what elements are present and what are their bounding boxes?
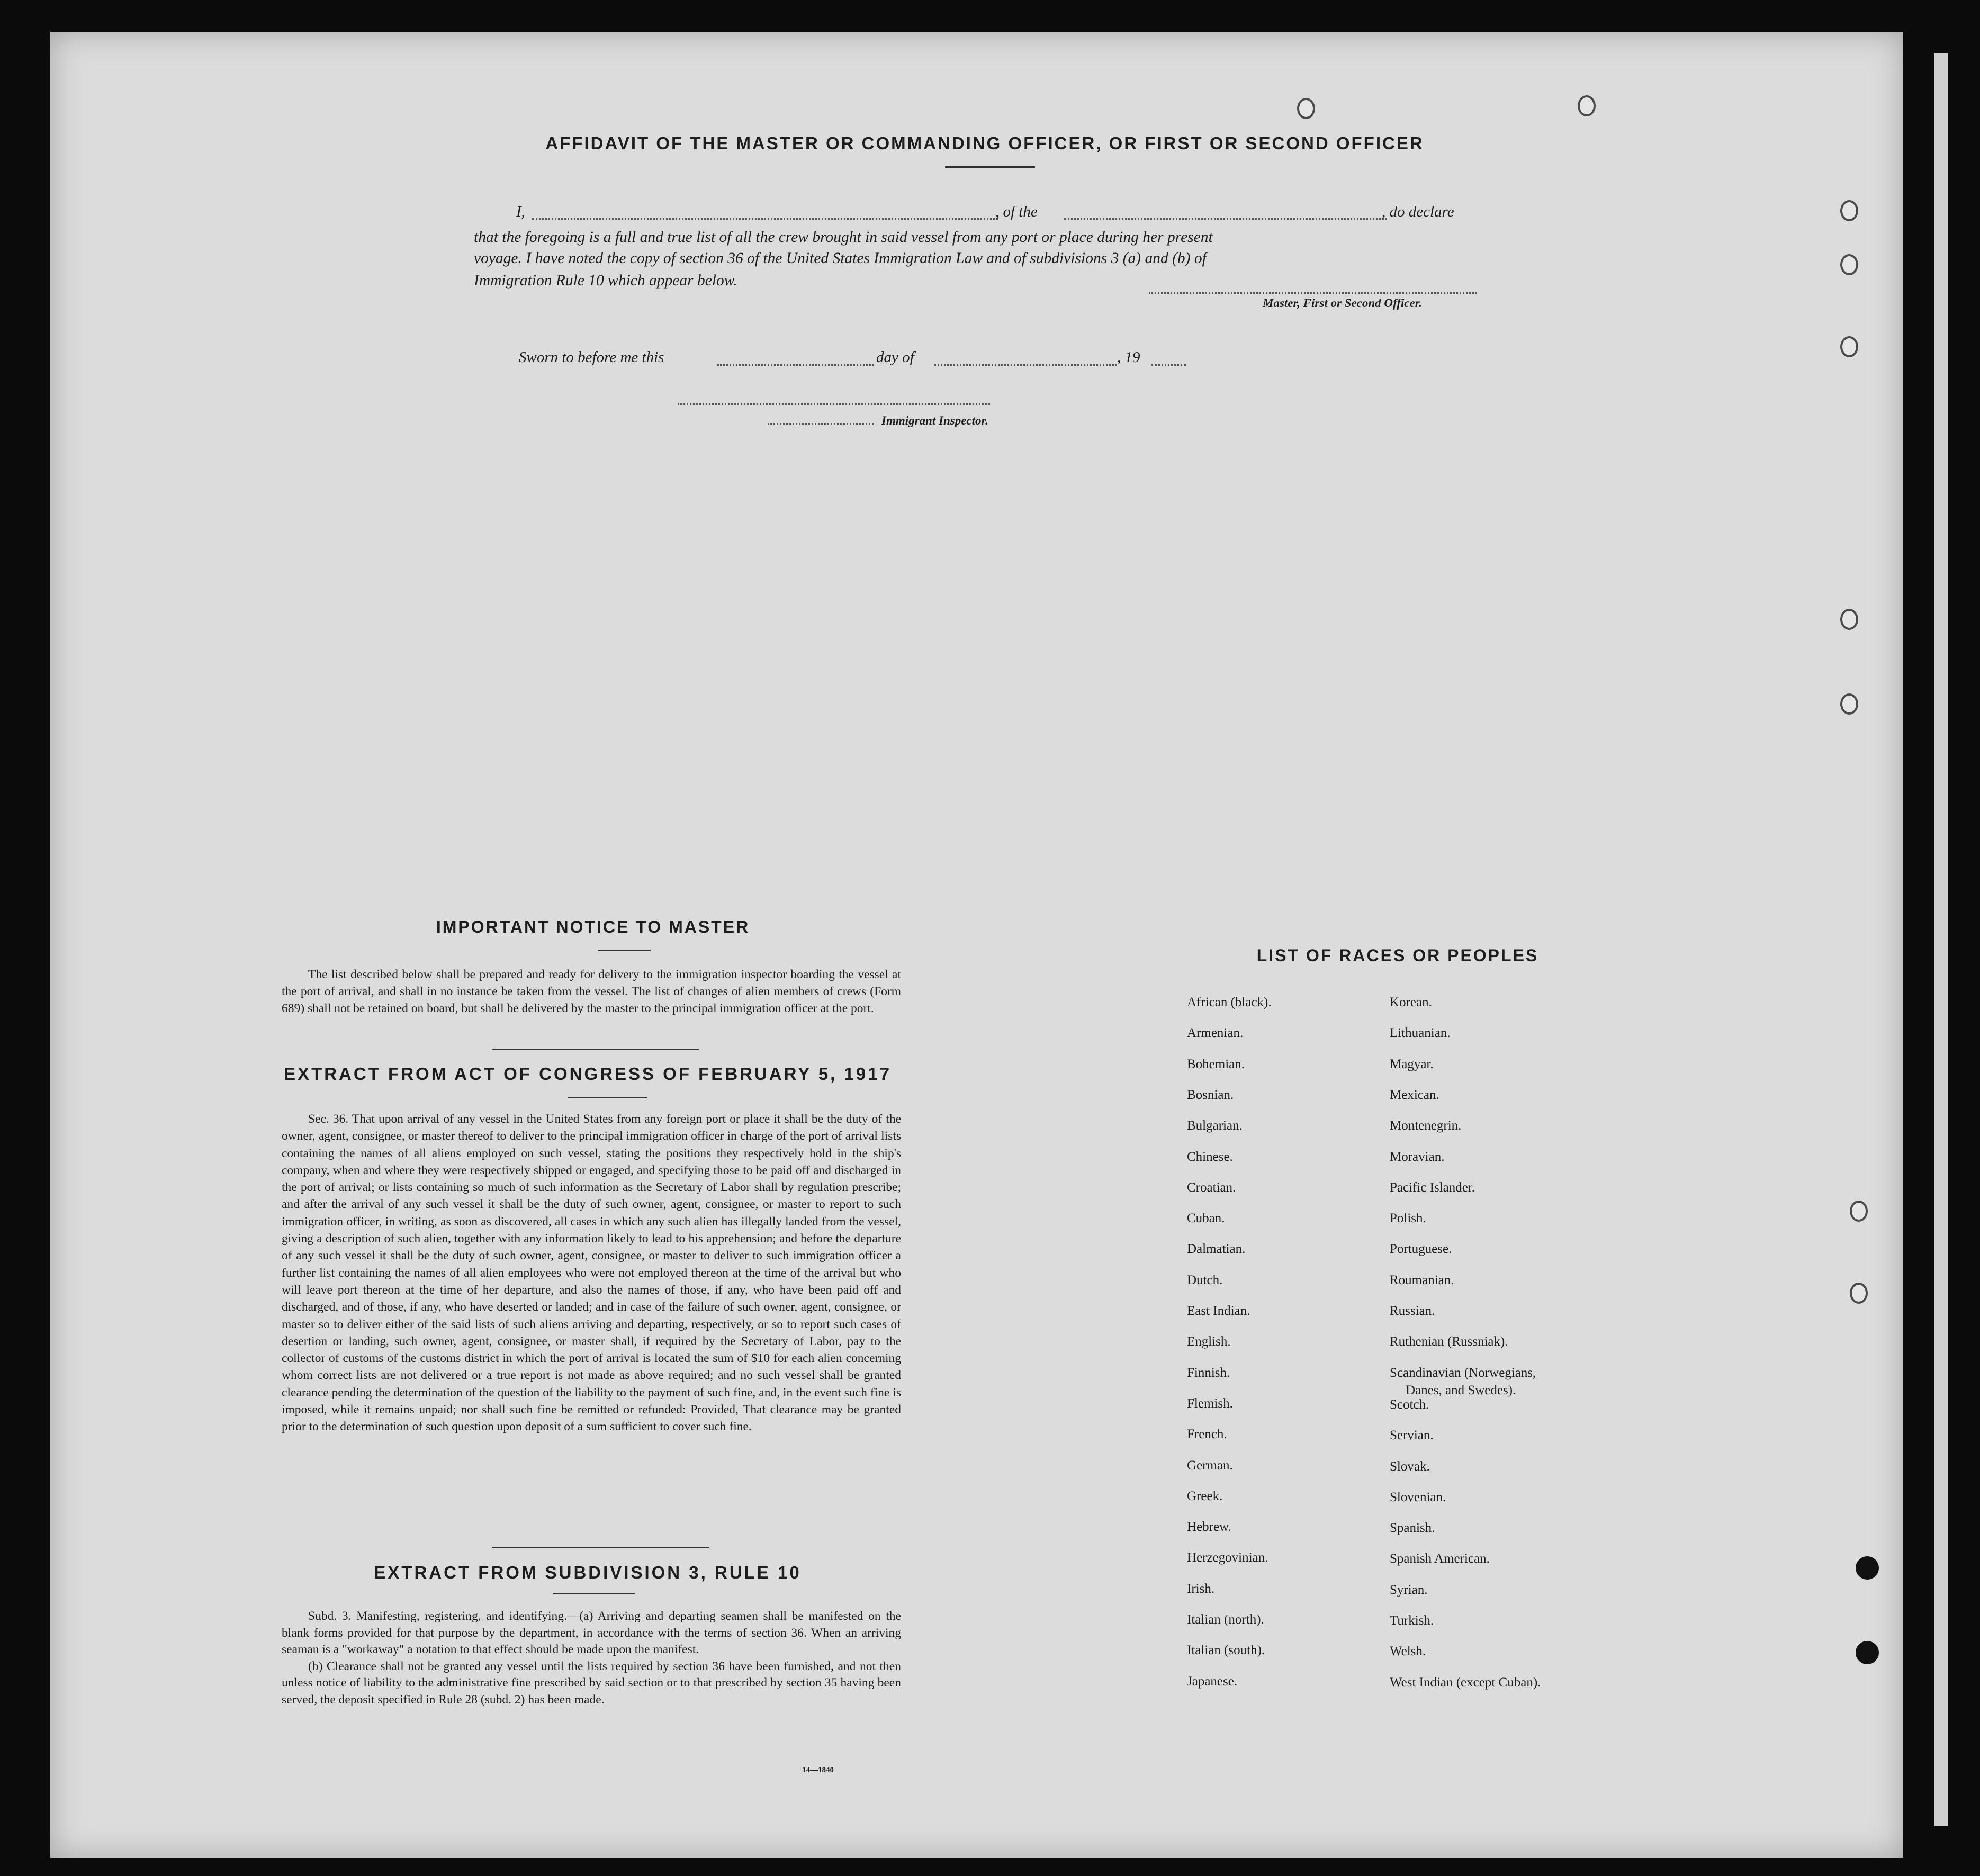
- race-item: German.: [1187, 1458, 1233, 1473]
- race-item: Bulgarian.: [1187, 1119, 1243, 1133]
- rule-title-rule: [553, 1593, 635, 1594]
- rule-title: EXTRACT FROM SUBDIVISION 3, RULE 10: [374, 1563, 802, 1582]
- race-item: Slovenian.: [1390, 1490, 1446, 1504]
- sworn-year-blank: [1151, 364, 1186, 366]
- sworn-day-blank: [717, 364, 874, 366]
- race-item: Pacific Islander.: [1390, 1180, 1475, 1195]
- act-paragraph: Sec. 36. That upon arrival of any vessel in the United States from any foreign port or place it shall be the duty of the owner, agent, consignee, or master thereof to deliver to the principal immigration officer in charge of the port of arrival lists containing the names of all aliens employed on such vessel, stating the positions they respectively hold in the ship's company, when and where they were respectively shipped or engaged, and specifying those to be paid off and discharged in the port of arrival; or lists containing so much of such information as the Secretary of Labor shall by regulation prescribe; and after the arrival of any such vessel it shall be the duty of such owner, agent, consignee, or master to report to such immigration officer, in writing, as soon as discovered, all cases in which any such alien has illegally landed from the vessel, giving a description of such alien, together with any information likely to lead to his apprehension; and before the departure of any such vessel it shall be the duty of such owner, agent, consignee, or master to deliver to such immigration officer a further list containing the names of all alien employees who were not employed thereon at the time of the arrival but who will leave port thereon at the time of her departure, and also the names of those, if any, who have been paid off and discharged, and of those, if any, who have deserted or landed; and in case of the failure of such owner, agent, consignee, or master so to deliver either of the said lists of such aliens arriving and departing, respectively, or so to report such cases of desertion or landing, such owner, agent, consignee, or master shall, if required by the Secretary of Labor, pay to the collector of customs of the customs district in which the port of arrival is located the sum of $10 for each alien concerning whom correct lists are not delivered or a true report is not made as above required; and no such vessel shall be granted clearance pending the determination of the question of the liability to the payment of such fine, and, in the event such fine is imposed, while it remains unpaid; nor shall such fine be remitted or refunded: Provided, That clearance may be granted prior to the determination of such question upon deposit of a sum sufficient to cover such fine.: [282, 1112, 901, 1434]
- affidavit-of-the: , of the: [995, 203, 1038, 220]
- punch-hole: [1850, 1201, 1868, 1222]
- act-title-rule: [568, 1097, 647, 1098]
- race-item: Turkish.: [1390, 1613, 1434, 1628]
- sworn-month-blank: [934, 364, 1117, 366]
- form-number: 14—1840: [802, 1766, 834, 1774]
- inspector-blank-2: [768, 423, 874, 425]
- race-item: Servian.: [1390, 1428, 1434, 1443]
- race-item: Mexican.: [1390, 1087, 1439, 1102]
- race-item: Scotch.: [1390, 1397, 1429, 1412]
- punch-hole: [1840, 254, 1858, 275]
- race-item: Roumanian.: [1390, 1273, 1454, 1287]
- race-item: Flemish.: [1187, 1396, 1233, 1411]
- race-item: Hebrew.: [1187, 1520, 1231, 1535]
- race-item: Dalmatian.: [1187, 1242, 1246, 1257]
- signature-label: Master, First or Second Officer.: [1263, 296, 1423, 310]
- punch-hole: [1840, 609, 1858, 630]
- race-item: Chinese.: [1187, 1149, 1233, 1164]
- punch-hole: [1297, 98, 1315, 119]
- signature-blank: [1149, 292, 1477, 294]
- race-item: Ruthenian (Russniak).: [1390, 1334, 1508, 1349]
- affidavit-line-3: voyage. I have noted the copy of section 36 of the United States Immigration Law and of subdivisions 3 (a) and (b) of: [474, 250, 1207, 267]
- punch-hole: [1840, 200, 1858, 221]
- notice-text: [282, 966, 901, 1017]
- race-item: West Indian (except Cuban).: [1390, 1675, 1541, 1690]
- race-item: Polish.: [1390, 1211, 1426, 1226]
- rule-paragraph-a: Subd. 3. Manifesting, registering, and identifying.—(a) Arriving and departing seamen shall be manifested on the blank forms provided for that purpose by the department, in accordance with the terms of section 36. When an arriving seaman is a "workaway" a notation to that effect should be made upon the manifest.: [282, 1609, 901, 1656]
- affidavit-line-2: that the foregoing is a full and true list of all the crew brought in said vessel from any port or place during her present: [474, 229, 1213, 246]
- affidavit-name-blank: [532, 218, 998, 220]
- act-divider: [492, 1547, 709, 1548]
- race-item: Portuguese.: [1390, 1242, 1452, 1257]
- affidavit-do-declare: , do declare: [1382, 203, 1454, 220]
- race-item: French.: [1187, 1427, 1227, 1442]
- race-item: Greek.: [1187, 1489, 1223, 1503]
- affidavit-line-i: I,: [516, 203, 525, 220]
- race-item: Italian (north).: [1187, 1612, 1264, 1627]
- document-page: [50, 32, 1903, 1858]
- punch-hole: [1840, 336, 1858, 357]
- sworn-year: , 19: [1117, 349, 1140, 366]
- race-item: Magyar.: [1390, 1057, 1434, 1071]
- race-item: Spanish American.: [1390, 1552, 1490, 1566]
- race-item: Korean.: [1390, 995, 1432, 1009]
- sworn-day-of: day of: [876, 349, 914, 366]
- punch-hole: [1850, 1283, 1868, 1304]
- race-item: Cuban.: [1187, 1211, 1225, 1226]
- page-edge: [1934, 53, 1948, 1826]
- race-item: Scandinavian (Norwegians,: [1390, 1365, 1536, 1380]
- notice-title: IMPORTANT NOTICE TO MASTER: [436, 917, 750, 936]
- affidavit-title-rule: [945, 166, 1035, 168]
- race-item: Bohemian.: [1187, 1057, 1245, 1071]
- inspector-label: Immigrant Inspector.: [881, 414, 988, 427]
- race-item: Syrian.: [1390, 1582, 1428, 1597]
- affidavit-line-4: Immigration Rule 10 which appear below.: [474, 272, 737, 289]
- act-text: [282, 1111, 901, 1436]
- rule-paragraph-b: (b) Clearance shall not be granted any vessel until the lists required by section 36 have been furnished, and not then unless notice of liability to the administrative fine prescribed by said section or to that prescribed by section 35 having been served, the deposit specified in Rule 28 (subd. 2) has been made.: [282, 1659, 901, 1707]
- rule-text: [282, 1608, 901, 1708]
- race-item: Slovak.: [1390, 1459, 1430, 1474]
- race-item: Japanese.: [1187, 1674, 1238, 1689]
- race-item: Lithuanian.: [1390, 1026, 1451, 1041]
- race-item: Montenegrin.: [1390, 1119, 1462, 1133]
- inspector-blank: [678, 403, 990, 405]
- race-item: Italian (south).: [1187, 1643, 1265, 1658]
- race-item: Croatian.: [1187, 1180, 1236, 1195]
- race-item: Finnish.: [1187, 1365, 1230, 1380]
- punch-hole: [1578, 95, 1596, 116]
- affidavit-title: AFFIDAVIT OF THE MASTER OR COMMANDING OFFICER, OR FIRST OR SECOND OFFICER: [545, 133, 1424, 153]
- race-item: English.: [1187, 1334, 1231, 1349]
- race-item: Herzegovinian.: [1187, 1550, 1268, 1565]
- punch-hole-dark: [1856, 1556, 1879, 1580]
- notice-divider: [492, 1049, 699, 1050]
- race-item: African (black).: [1187, 995, 1272, 1009]
- affidavit-vessel-blank: [1064, 218, 1387, 220]
- punch-hole-dark: [1856, 1641, 1879, 1664]
- notice-paragraph: The list described below shall be prepared and ready for delivery to the immigration inspector boarding the vessel at the port of arrival, and shall in no instance be taken from the vessel. The list of changes of alien members of crews (Form 689) shall not be retained on board, but shall be delivered by the master to the principal immigration officer at the port.: [282, 968, 901, 1015]
- act-title: EXTRACT FROM ACT OF CONGRESS OF FEBRUARY 5, 1917: [284, 1064, 892, 1084]
- sworn-text: Sworn to before me this: [519, 349, 664, 366]
- race-item: Dutch.: [1187, 1273, 1223, 1287]
- race-scandinavian-continuation: Danes, and Swedes).: [1406, 1383, 1516, 1397]
- race-item: Irish.: [1187, 1581, 1215, 1596]
- races-title: LIST OF RACES OR PEOPLES: [1256, 946, 1539, 965]
- race-item: Spanish.: [1390, 1521, 1435, 1536]
- race-item: Moravian.: [1390, 1149, 1445, 1164]
- race-item: East Indian.: [1187, 1304, 1250, 1318]
- punch-hole: [1840, 693, 1858, 715]
- notice-title-rule: [598, 950, 651, 951]
- race-item: Welsh.: [1390, 1644, 1426, 1659]
- race-item: Armenian.: [1187, 1026, 1244, 1041]
- race-item: Bosnian.: [1187, 1087, 1234, 1102]
- race-item: Russian.: [1390, 1304, 1435, 1318]
